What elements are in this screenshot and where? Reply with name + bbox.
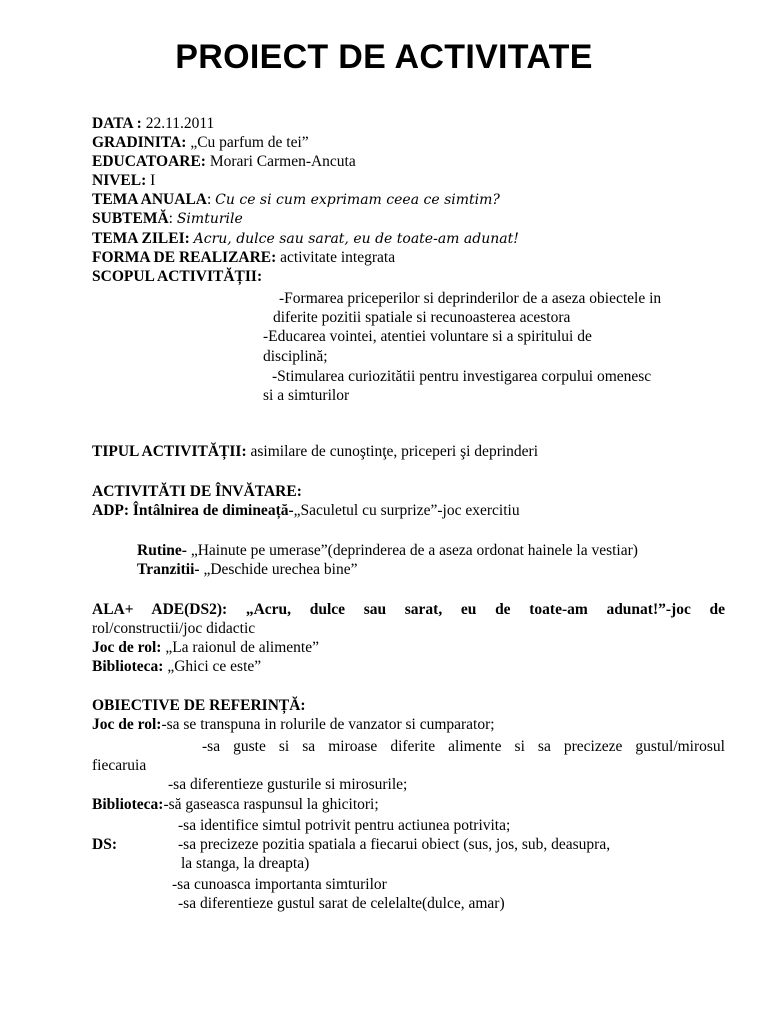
ala-continuation: rol/constructii/joc didactic	[92, 620, 256, 637]
date-line	[92, 115, 214, 133]
ala-value: „Acru, dulce sau sarat, eu de toate-am adunat!”-joc de	[245, 601, 725, 618]
form-value: activitate integrata	[280, 249, 396, 266]
educator-line	[92, 153, 356, 171]
learning-activities-heading: ACTIVITĂTI DE ÎNVĂTARE:	[92, 483, 302, 500]
level-value: I	[150, 172, 156, 189]
date-label: DATA :	[92, 115, 142, 132]
subtheme-label: SUBTEMĂ	[92, 210, 169, 227]
routines-value: „Hainute pe umerase”(deprinderea de a aseza ordonat hainele la vestiar)	[190, 542, 638, 559]
role-play-line	[92, 639, 319, 657]
educator-value: Morari Carmen-Ancuta	[209, 153, 356, 170]
objective-item: -să gaseasca raspunsul la ghicitori;	[163, 796, 379, 813]
role-play-label: Joc de rol:	[92, 639, 162, 656]
transitions-line	[137, 561, 357, 579]
purpose-item: -Educarea vointei, atentiei voluntare si a spiritului de	[263, 328, 592, 345]
day-theme-line	[92, 230, 519, 248]
purpose-item: disciplină;	[263, 348, 328, 365]
educator-label: EDUCATOARE:	[92, 153, 206, 170]
date-value: 22.11.2011	[145, 115, 215, 132]
library-value: „Ghici ce este”	[167, 658, 262, 675]
adp-label: ADP: Întâlnirea de dimineață-	[92, 502, 294, 519]
kindergarten-value: „Cu parfum de tei”	[190, 134, 309, 151]
objective-item: -sa cunoasca importanta simturilor	[172, 876, 387, 893]
role-play-value: „La raionul de alimente”	[165, 639, 319, 656]
purpose-label: SCOPUL ACTIVITĂȚII:	[92, 268, 263, 285]
subtheme-value: Simturile	[176, 211, 243, 227]
day-theme-label: TEMA ZILEI:	[92, 230, 190, 247]
objective-item: -sa se transpuna in rolurile de vanzator si cumparator;	[161, 716, 495, 733]
adp-value: „Saculetul cu surprize”-joc exercitiu	[293, 502, 520, 519]
transitions-value: „Deschide urechea bine”	[203, 561, 358, 578]
transitions-label: Tranzitii-	[137, 561, 200, 578]
level-label: NIVEL:	[92, 172, 147, 189]
objectives-heading: OBIECTIVE DE REFERINȚĂ:	[92, 697, 306, 714]
objective-item: -sa diferentieze gusturile si mirosurile;	[168, 776, 408, 793]
objective-item-continuation: fiecaruia	[92, 757, 147, 774]
annual-theme-label: TEMA ANUALA	[92, 191, 207, 208]
kindergarten-label: GRADINITA:	[92, 134, 187, 151]
form-line	[92, 249, 395, 267]
activity-type-value: asimilare de cunoştinţe, priceperi şi deprinderi	[250, 443, 539, 460]
purpose-item: -Stimularea curiozitătii pentru investigarea corpului omenesc	[272, 368, 652, 385]
objective-item: -sa diferentieze gustul sarat de celelalte(dulce, amar)	[178, 895, 505, 912]
activity-type-label: TIPUL ACTIVITĂȚII:	[92, 443, 247, 460]
purpose-item: -Formarea priceperilor si deprinderilor de a aseza obiectele in	[279, 290, 662, 307]
objective-item: -sa guste si sa miroase diferite alimente si sa precizeze gustul/mirosul	[202, 738, 725, 755]
routines-label: Rutine-	[137, 542, 187, 559]
ala-line	[92, 601, 725, 619]
objective-item: -sa precizeze pozitia spatiala a fiecarui obiect (sus, jos, sub, deasupra,	[178, 836, 611, 853]
routines-line	[137, 542, 638, 560]
purpose-item: diferite pozitii spatiale si recunoasterea acestora	[273, 309, 571, 326]
library-line	[92, 658, 261, 676]
objective-item: -sa identifice simtul potrivit pentru actiunea potrivita;	[178, 817, 511, 834]
subtheme-line: SUBTEMĂ: Simturile	[92, 210, 243, 227]
objective-role-play-line	[92, 716, 495, 734]
annual-theme-value: Cu ce si cum exprimam ceea ce simtim?	[215, 192, 500, 208]
objective-item-continuation: la stanga, la dreapta)	[181, 855, 310, 872]
annual-theme-line: TEMA ANUALA: Cu ce si cum exprimam ceea ce simtim?	[92, 191, 500, 208]
kindergarten-line	[92, 134, 309, 152]
page-title: PROIECT DE ACTIVITATE	[175, 38, 593, 76]
form-label: FORMA DE REALIZARE:	[92, 249, 277, 266]
library-label: Biblioteca:	[92, 658, 164, 675]
adp-line	[92, 502, 520, 520]
activity-type-line	[92, 443, 538, 461]
level-line	[92, 172, 155, 190]
ala-label: ALA+ ADE(DS2):	[92, 601, 228, 618]
objective-ds-label: DS:	[92, 836, 117, 853]
objective-library-line	[92, 796, 379, 814]
purpose-item: si a simturilor	[263, 387, 350, 404]
objective-library-label: Biblioteca:	[92, 796, 164, 813]
objective-role-play-label: Joc de rol:	[92, 716, 162, 733]
day-theme-value: Acru, dulce sau sarat, eu de toate-am adunat!	[193, 231, 519, 247]
